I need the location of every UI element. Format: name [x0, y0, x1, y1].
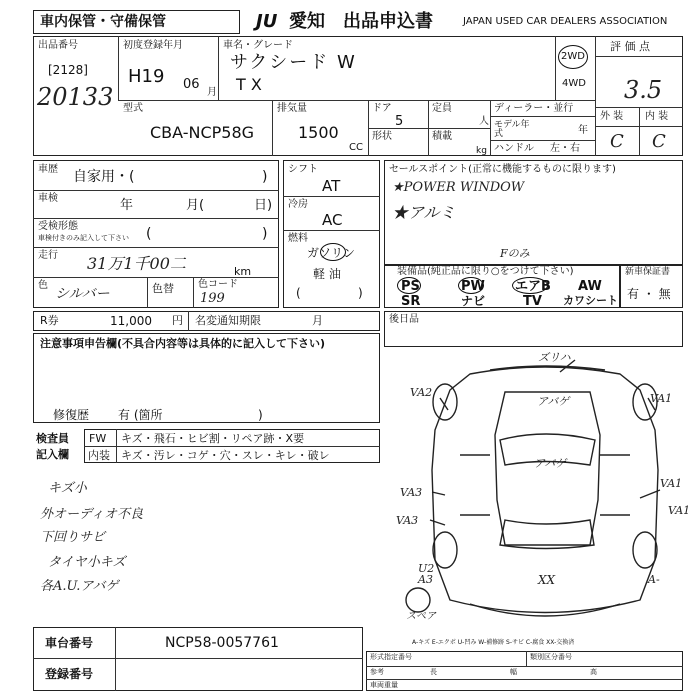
mileage-label: 走行 [38, 250, 58, 261]
remark-3: 下回りサビ [40, 530, 106, 545]
diagram-label-a-: A- [648, 573, 660, 586]
history-close: ) [262, 169, 268, 185]
warranty-options: 有 ・ 無 [627, 287, 671, 301]
lot-number: 20133 [37, 83, 114, 111]
doors-value: 5 [395, 114, 404, 129]
weight-label: 車両重量 [370, 681, 398, 689]
sales-points-label: セールスポイント(正常に機能するものに限ります) [389, 164, 616, 175]
equip-aw: AW [578, 279, 602, 294]
fuel-label: 燃料 [288, 233, 308, 244]
class-number-label: 類別区分番号 [530, 653, 572, 661]
length-label: 長 [430, 668, 437, 676]
registration-month: 06 [183, 77, 200, 92]
displacement-value: 1500 [298, 123, 339, 142]
remark-2: 外オーディオ不良 [40, 507, 143, 522]
equip-sr: SR [401, 294, 421, 309]
shift-value: AT [322, 177, 341, 195]
fuel-diesel: 軽 油 [313, 267, 341, 281]
remark-5: 各A.U.アバゲ [40, 579, 119, 594]
vehicle-grade: T X [236, 75, 262, 94]
inspector-label-2: 記入欄 [36, 448, 69, 461]
inspection-day: 日) [254, 198, 273, 213]
mileage-value: 31万1千00二 [87, 254, 186, 273]
model-year-unit: 年 [578, 125, 588, 136]
inspection-month: 月( [186, 198, 205, 213]
dealer-label: ディーラー・並行 [494, 103, 574, 114]
mileage-unit: km [234, 265, 252, 278]
vehicle-name: サクシード W [230, 52, 357, 73]
inspection-label: 車検 [38, 193, 58, 204]
height-label: 高 [590, 668, 597, 676]
recycle-unit: 円 [172, 314, 183, 327]
diagram-label-va1-rr: VA1 [668, 504, 691, 517]
doors-label: ドア [372, 103, 392, 114]
ju-logo: JU [256, 11, 278, 32]
inspector-row1: キズ・飛石・ヒビ割・リペア跡・X要 [121, 432, 305, 445]
recycle-label: R券 [40, 314, 59, 327]
storage-label: 車内保管・守備保管 [40, 14, 166, 30]
chassis-number: NCP58-0057761 [165, 635, 279, 651]
color-value: シルバー [55, 286, 110, 302]
inspection-year: 年 [120, 198, 134, 213]
equip-pw: PW [461, 279, 485, 294]
history-value: 自家用・( [73, 169, 135, 185]
remark-4: タイヤ小キズ [48, 555, 126, 570]
acceptance-open: ( [146, 226, 152, 242]
acceptance-close: ) [262, 226, 268, 242]
exterior-grade: C [610, 131, 624, 152]
notes-label: 注意事項申告欄(不具合内容等は具体的に記入して下さい) [40, 337, 326, 350]
equip-leather: カワシート [563, 294, 618, 307]
fuel-gasoline: ガソリン [307, 246, 356, 260]
diagram-label-xx: XX [538, 573, 556, 587]
equip-ps: PS [401, 279, 420, 294]
tax-unit: 月 [312, 314, 323, 327]
model-label: 型式 [123, 103, 143, 114]
color-label: 色 [38, 280, 48, 291]
tax-label: 名変通知期限 [195, 314, 261, 327]
equipment-note: Fのみ [500, 247, 530, 260]
handle-label: ハンドル [494, 143, 534, 154]
color-change-label: 色替 [152, 282, 174, 295]
history-label: 車歴 [38, 164, 58, 175]
equip-tv: TV [523, 294, 542, 309]
capacity-label: 定員 [432, 103, 452, 114]
inspector-row1-tag: FW [89, 432, 107, 445]
equip-airbag: エアB [515, 279, 551, 294]
remark-1: キズ小 [48, 481, 87, 496]
diagram-label-va1-fr: VA1 [650, 392, 673, 405]
diagram-label-va2: VA2 [410, 386, 433, 399]
load-unit: kg [476, 146, 487, 156]
equipment-label: 装備品(純正品に限り○をつけて下さい) [397, 266, 574, 277]
width-label: 幅 [510, 668, 517, 676]
load-label: 積載 [432, 131, 452, 142]
shape-label: 形状 [372, 131, 392, 142]
sales-point-2: ★アルミ [392, 203, 456, 222]
grade-label: 評 価 点 [610, 40, 650, 53]
inspector-row2-tag: 内装 [88, 449, 110, 462]
inspector-label-1: 検査員 [36, 432, 69, 445]
recycle-value: 11,000 [110, 314, 152, 328]
chassis-label: 車台番号 [45, 636, 94, 650]
acceptance-note: 車検付きのみ記入して下さい [38, 234, 129, 242]
registration-year: H19 [128, 66, 165, 87]
plate-label: 登録番号 [45, 667, 94, 681]
damage-legend: A-キズ E-エクボ U-凹み W-補修跡 S-サビ C-腐食 XX-交換済 [412, 639, 575, 646]
fuel-close: ) [358, 286, 363, 300]
capacity-unit: 人 [479, 116, 489, 127]
lot-sub: [2128] [48, 63, 88, 77]
drive-2wd: 2WD [561, 51, 585, 62]
acceptance-label: 受検形態 [38, 221, 78, 232]
spec-table [366, 651, 683, 691]
color-code-label: 色コード [198, 279, 238, 290]
lot-label: 出品番号 [38, 40, 78, 51]
drive-4wd: 4WD [562, 78, 586, 89]
shift-label: シフト [288, 164, 318, 175]
interior-grade: C [652, 131, 666, 152]
diagram-label-u2: U2 [418, 562, 435, 575]
reference-label: 参考 [370, 668, 384, 676]
displacement-label: 排気量 [277, 103, 307, 114]
cooler-label: 冷房 [288, 199, 308, 210]
rear-items-label: 後日品 [389, 314, 419, 325]
diagram-label-roof: アバゲ [534, 457, 567, 470]
displacement-unit: CC [349, 142, 363, 153]
association-name: JAPAN USED CAR DEALERS ASSOCIATION [463, 16, 668, 27]
region-label: 愛知 [289, 11, 325, 32]
color-code: 199 [200, 291, 225, 306]
repair-close: ) [258, 408, 263, 422]
repair-value: 有 (箇所 [118, 408, 163, 422]
diagram-label-hood: アバゲ [537, 395, 570, 408]
type-number-label: 形式指定番号 [370, 653, 412, 661]
diagram-label-a3: A3 [418, 573, 433, 586]
interior-label: 内 装 [645, 111, 669, 122]
diagram-label-va3-1: VA3 [400, 486, 423, 499]
diagram-label-front: ズリハ [538, 351, 571, 364]
diagram-label-va3-2: VA3 [396, 514, 419, 527]
warranty-label: 新車保証書 [625, 267, 671, 277]
equip-navi: ナビ [461, 294, 486, 308]
registration-label: 初度登録年月 [123, 40, 183, 51]
model-year-label: モデル年式 [494, 120, 530, 139]
fuel-open: ( [296, 286, 301, 300]
inspector-row2: キズ・汚レ・コゲ・穴・スレ・キレ・破レ [121, 449, 330, 462]
vehicle-label: 車名・グレード [223, 40, 293, 51]
handle-options: 左・右 [550, 143, 580, 154]
exterior-label: 外 装 [600, 111, 624, 122]
registration-month-unit: 月 [207, 87, 217, 98]
sales-point-1: ★POWER WINDOW [392, 180, 525, 195]
form-title: 出品申込書 [343, 11, 433, 32]
cooler-value: AC [322, 211, 343, 229]
diagram-label-spare: スペア [406, 611, 436, 622]
diagram-label-va1-side: VA1 [660, 477, 683, 490]
grade-value: 3.5 [624, 76, 663, 104]
model-value: CBA-NCP58G [150, 123, 255, 142]
repair-label: 修復歴 [53, 408, 90, 422]
